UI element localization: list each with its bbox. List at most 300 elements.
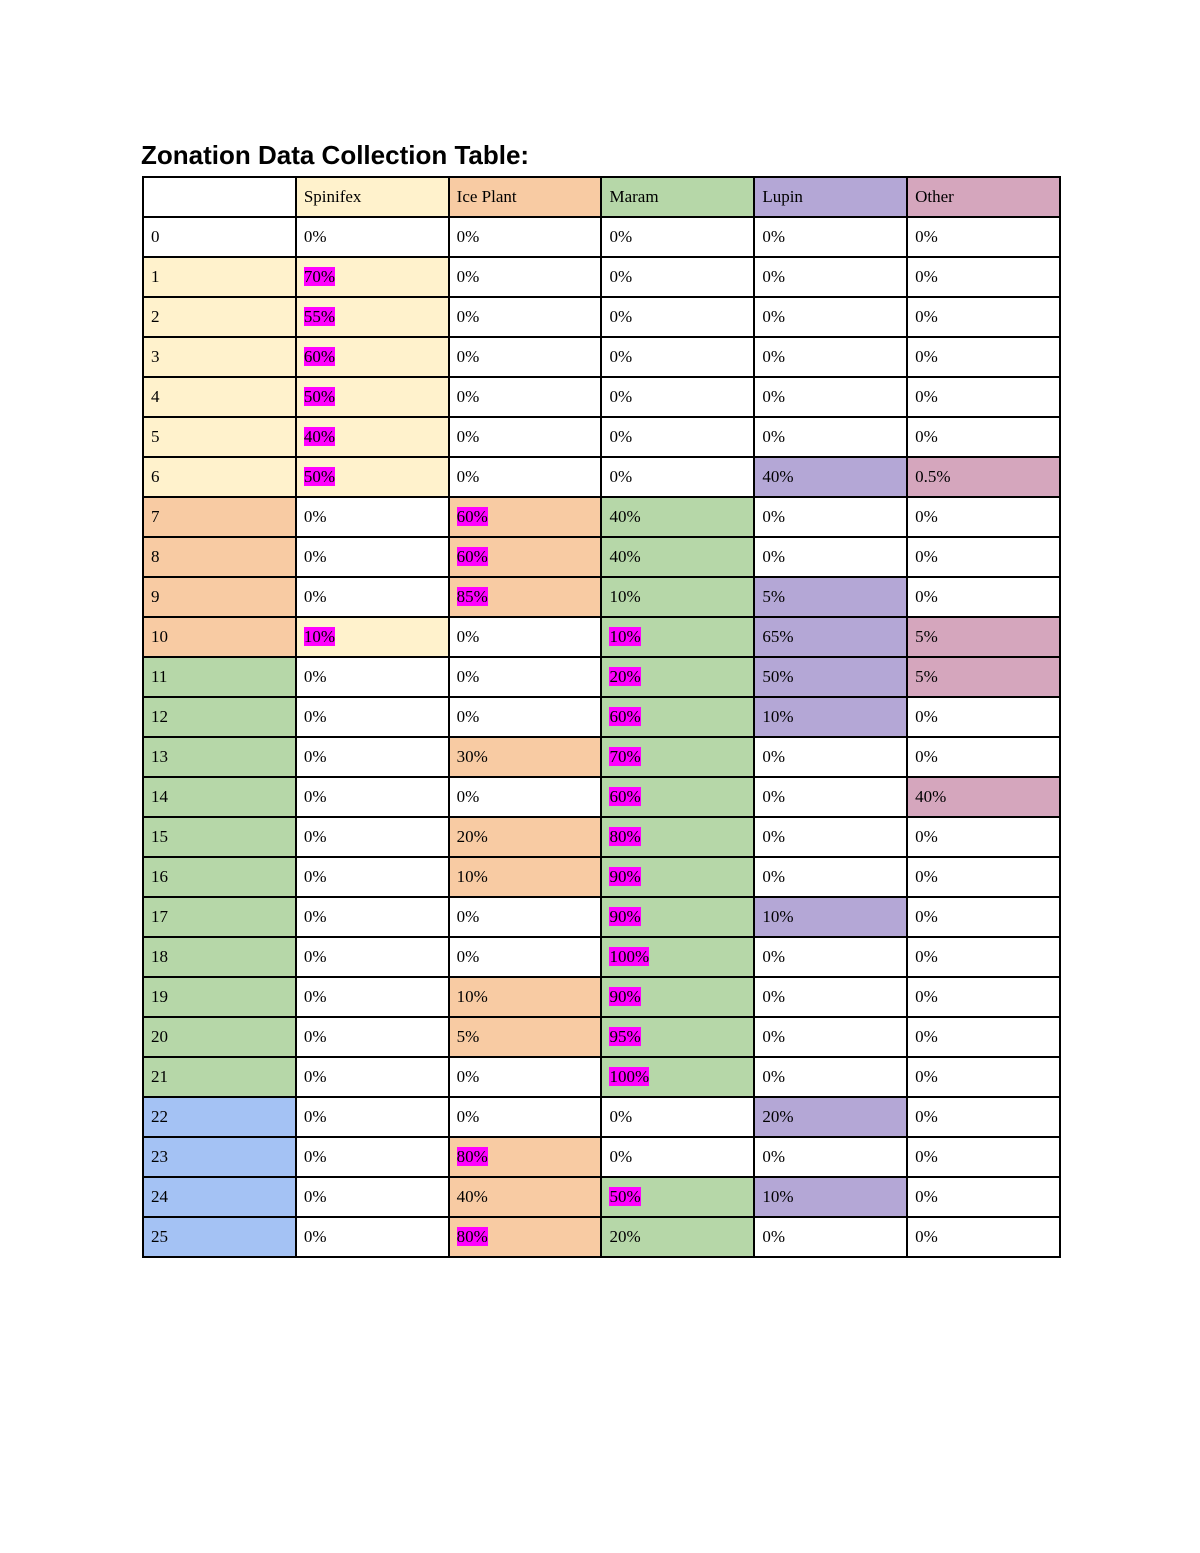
cell-value: 0%	[762, 1067, 785, 1086]
cell-value: 0%	[915, 267, 938, 286]
cell-other	[907, 577, 1060, 617]
cell-value: 0%	[303, 867, 327, 886]
cell-value: 20%	[609, 667, 641, 686]
cell-maram	[601, 417, 754, 457]
cell-value: 0%	[915, 427, 938, 446]
header-cell-zone	[143, 177, 296, 217]
cell-other	[907, 657, 1060, 697]
cell-value: 0%	[915, 387, 938, 406]
cell-value: 0%	[456, 1067, 480, 1086]
cell-lupin	[754, 497, 907, 537]
zone-cell: 8	[143, 537, 296, 577]
cell-value: 40%	[915, 787, 947, 806]
cell-value: 90%	[609, 867, 641, 886]
cell-ice-plant	[449, 697, 602, 737]
cell-value: 0%	[303, 587, 327, 606]
cell-value: 95%	[609, 1027, 641, 1046]
cell-maram	[601, 817, 754, 857]
cell-value: 0%	[762, 507, 785, 526]
cell-ice-plant	[449, 537, 602, 577]
cell-value: 0%	[915, 227, 938, 246]
cell-value: 0%	[762, 347, 785, 366]
cell-value: 0%	[762, 867, 785, 886]
cell-other	[907, 857, 1060, 897]
cell-value: 50%	[303, 387, 335, 406]
cell-value: 5%	[915, 667, 938, 686]
cell-value: 0%	[762, 787, 785, 806]
cell-other	[907, 457, 1060, 497]
table-row	[143, 497, 1060, 537]
cell-spinifex	[296, 977, 449, 1017]
cell-other	[907, 337, 1060, 377]
cell-ice-plant	[449, 737, 602, 777]
cell-value: 55%	[303, 307, 335, 326]
cell-value: 0%	[303, 1107, 327, 1126]
cell-lupin	[754, 777, 907, 817]
cell-value: 0%	[303, 1067, 327, 1086]
cell-lupin	[754, 1057, 907, 1097]
cell-value: 40%	[456, 1187, 488, 1206]
cell-value: 0%	[456, 787, 480, 806]
cell-value: 90%	[609, 987, 641, 1006]
cell-ice-plant	[449, 617, 602, 657]
cell-value: 10%	[303, 627, 335, 646]
cell-value: 10%	[456, 867, 488, 886]
cell-value: 100%	[609, 947, 650, 966]
header-cell-other: Other	[907, 177, 1060, 217]
cell-maram	[601, 777, 754, 817]
cell-value: 10%	[762, 907, 794, 926]
cell-other	[907, 1017, 1060, 1057]
cell-value: 0%	[915, 1147, 938, 1166]
zone-cell: 9	[143, 577, 296, 617]
cell-value: 0%	[609, 387, 633, 406]
cell-value: 85%	[456, 587, 488, 606]
cell-other	[907, 897, 1060, 937]
zone-cell: 20	[143, 1017, 296, 1057]
cell-value: 10%	[609, 587, 641, 606]
cell-ice-plant	[449, 377, 602, 417]
cell-value: 0%	[762, 1147, 785, 1166]
table-row	[143, 577, 1060, 617]
cell-value: 60%	[609, 787, 641, 806]
cell-maram	[601, 257, 754, 297]
table-row	[143, 657, 1060, 697]
cell-value: 0%	[915, 587, 938, 606]
cell-lupin	[754, 657, 907, 697]
cell-spinifex	[296, 457, 449, 497]
cell-spinifex	[296, 937, 449, 977]
cell-other	[907, 617, 1060, 657]
zone-cell: 1	[143, 257, 296, 297]
cell-ice-plant	[449, 1217, 602, 1257]
cell-maram	[601, 1177, 754, 1217]
cell-value: 60%	[609, 707, 641, 726]
zone-cell: 17	[143, 897, 296, 937]
cell-ice-plant	[449, 777, 602, 817]
zone-cell: 15	[143, 817, 296, 857]
table-row	[143, 1177, 1060, 1217]
cell-spinifex	[296, 657, 449, 697]
cell-ice-plant	[449, 497, 602, 537]
cell-lupin	[754, 417, 907, 457]
header-cell-maram: Maram	[601, 177, 754, 217]
cell-value: 0%	[762, 827, 785, 846]
cell-maram	[601, 577, 754, 617]
table-row	[143, 217, 1060, 257]
cell-other	[907, 697, 1060, 737]
table-row	[143, 1137, 1060, 1177]
zone-cell: 3	[143, 337, 296, 377]
page-title: Zonation Data Collection Table:	[141, 140, 530, 170]
cell-value: 5%	[915, 627, 938, 646]
cell-value: 0%	[915, 1067, 938, 1086]
cell-maram	[601, 297, 754, 337]
cell-value: 0%	[609, 347, 633, 366]
cell-value: 0%	[456, 267, 480, 286]
header-cell-ice-plant: Ice Plant	[449, 177, 602, 217]
cell-value: 50%	[762, 667, 794, 686]
cell-spinifex	[296, 1177, 449, 1217]
zone-cell: 10	[143, 617, 296, 657]
zone-cell: 19	[143, 977, 296, 1017]
cell-lupin	[754, 577, 907, 617]
cell-maram	[601, 617, 754, 657]
cell-value: 0%	[609, 467, 633, 486]
cell-value: 0%	[609, 1147, 633, 1166]
cell-ice-plant	[449, 1017, 602, 1057]
cell-value: 0%	[762, 387, 785, 406]
cell-value: 0%	[609, 307, 633, 326]
cell-other	[907, 977, 1060, 1017]
cell-other	[907, 257, 1060, 297]
cell-maram	[601, 457, 754, 497]
cell-value: 0%	[303, 1147, 327, 1166]
table-row	[143, 697, 1060, 737]
cell-value: 0%	[915, 347, 938, 366]
table-row	[143, 737, 1060, 777]
cell-value: 40%	[303, 427, 335, 446]
cell-value: 50%	[609, 1187, 641, 1206]
cell-value: 65%	[762, 627, 794, 646]
cell-value: 10%	[609, 627, 641, 646]
zone-cell: 24	[143, 1177, 296, 1217]
cell-maram	[601, 737, 754, 777]
cell-lupin	[754, 337, 907, 377]
cell-ice-plant	[449, 1057, 602, 1097]
cell-other	[907, 737, 1060, 777]
cell-lupin	[754, 697, 907, 737]
cell-value: 0%	[915, 1227, 938, 1246]
cell-value: 0%	[915, 707, 938, 726]
cell-lupin	[754, 1177, 907, 1217]
table-row	[143, 1097, 1060, 1137]
cell-value: 10%	[762, 707, 794, 726]
zone-cell: 11	[143, 657, 296, 697]
cell-value: 0%	[456, 347, 480, 366]
cell-value: 0%	[762, 547, 785, 566]
cell-lupin	[754, 297, 907, 337]
cell-value: 0%	[456, 947, 480, 966]
cell-value: 0%	[762, 747, 785, 766]
cell-lupin	[754, 377, 907, 417]
cell-lupin	[754, 897, 907, 937]
cell-ice-plant	[449, 817, 602, 857]
table-row	[143, 937, 1060, 977]
cell-value: 0%	[456, 307, 480, 326]
cell-value: 20%	[609, 1227, 641, 1246]
zone-cell: 21	[143, 1057, 296, 1097]
cell-value: 0%	[762, 427, 785, 446]
cell-maram	[601, 697, 754, 737]
cell-ice-plant	[449, 577, 602, 617]
cell-value: 30%	[456, 747, 488, 766]
cell-other	[907, 1137, 1060, 1177]
cell-maram	[601, 857, 754, 897]
cell-spinifex	[296, 217, 449, 257]
cell-ice-plant	[449, 897, 602, 937]
cell-value: 10%	[456, 987, 488, 1006]
cell-value: 0%	[915, 947, 938, 966]
cell-ice-plant	[449, 857, 602, 897]
header-cell-lupin: Lupin	[754, 177, 907, 217]
cell-spinifex	[296, 777, 449, 817]
cell-spinifex	[296, 737, 449, 777]
cell-lupin	[754, 817, 907, 857]
cell-spinifex	[296, 297, 449, 337]
cell-maram	[601, 1057, 754, 1097]
cell-value: 70%	[303, 267, 335, 286]
table-row	[143, 1057, 1060, 1097]
cell-value: 0%	[303, 547, 327, 566]
cell-value: 0%	[762, 947, 785, 966]
zone-cell: 22	[143, 1097, 296, 1137]
cell-value: 0%	[609, 427, 633, 446]
table-row	[143, 1017, 1060, 1057]
cell-value: 10%	[762, 1187, 794, 1206]
cell-spinifex	[296, 577, 449, 617]
cell-maram	[601, 537, 754, 577]
cell-value: 0%	[456, 227, 480, 246]
cell-maram	[601, 1137, 754, 1177]
cell-ice-plant	[449, 337, 602, 377]
zone-cell: 2	[143, 297, 296, 337]
cell-value: 0%	[303, 707, 327, 726]
cell-lupin	[754, 937, 907, 977]
cell-ice-plant	[449, 977, 602, 1017]
cell-spinifex	[296, 337, 449, 377]
cell-value: 0%	[303, 787, 327, 806]
cell-spinifex	[296, 897, 449, 937]
cell-ice-plant	[449, 1137, 602, 1177]
cell-maram	[601, 657, 754, 697]
cell-lupin	[754, 1137, 907, 1177]
cell-other	[907, 297, 1060, 337]
cell-spinifex	[296, 1057, 449, 1097]
cell-value: 0%	[456, 907, 480, 926]
cell-other	[907, 1097, 1060, 1137]
table-row	[143, 897, 1060, 937]
cell-lupin	[754, 1097, 907, 1137]
cell-lupin	[754, 617, 907, 657]
cell-value: 0%	[456, 667, 480, 686]
cell-ice-plant	[449, 217, 602, 257]
cell-ice-plant	[449, 937, 602, 977]
zone-cell: 4	[143, 377, 296, 417]
cell-value: 0%	[915, 747, 938, 766]
cell-value: 5%	[762, 587, 785, 606]
cell-value: 0%	[456, 387, 480, 406]
cell-ice-plant	[449, 457, 602, 497]
cell-value: 0%	[915, 1027, 938, 1046]
cell-value: 70%	[609, 747, 641, 766]
cell-other	[907, 1217, 1060, 1257]
cell-maram	[601, 217, 754, 257]
cell-value: 60%	[456, 547, 488, 566]
cell-spinifex	[296, 697, 449, 737]
zone-cell: 7	[143, 497, 296, 537]
cell-value: 40%	[609, 507, 641, 526]
cell-spinifex	[296, 377, 449, 417]
cell-lupin	[754, 457, 907, 497]
cell-spinifex	[296, 257, 449, 297]
cell-maram	[601, 337, 754, 377]
cell-lupin	[754, 257, 907, 297]
cell-value: 0%	[456, 467, 480, 486]
cell-value: 80%	[609, 827, 641, 846]
cell-other	[907, 537, 1060, 577]
cell-other	[907, 1057, 1060, 1097]
cell-spinifex	[296, 497, 449, 537]
cell-value: 0%	[303, 1187, 327, 1206]
cell-value: 0%	[303, 987, 327, 1006]
cell-value: 20%	[456, 827, 488, 846]
table-row	[143, 857, 1060, 897]
cell-value: 0%	[762, 1227, 785, 1246]
cell-value: 0%	[762, 267, 785, 286]
cell-spinifex	[296, 1217, 449, 1257]
cell-spinifex	[296, 537, 449, 577]
table-row	[143, 377, 1060, 417]
cell-spinifex	[296, 857, 449, 897]
cell-value: 40%	[609, 547, 641, 566]
cell-spinifex	[296, 1017, 449, 1057]
cell-spinifex	[296, 417, 449, 457]
cell-other	[907, 937, 1060, 977]
cell-lupin	[754, 857, 907, 897]
table-row	[143, 337, 1060, 377]
cell-lupin	[754, 1017, 907, 1057]
cell-value: 0%	[303, 227, 327, 246]
cell-value: 0%	[915, 867, 938, 886]
cell-other	[907, 1177, 1060, 1217]
zone-cell: 0	[143, 217, 296, 257]
cell-value: 80%	[456, 1147, 488, 1166]
cell-lupin	[754, 1217, 907, 1257]
cell-value: 0%	[915, 547, 938, 566]
cell-value: 0%	[915, 507, 938, 526]
cell-value: 0%	[915, 987, 938, 1006]
cell-maram	[601, 1017, 754, 1057]
zone-cell: 18	[143, 937, 296, 977]
header-row	[143, 177, 1060, 217]
table-row	[143, 297, 1060, 337]
cell-value: 0%	[303, 1027, 327, 1046]
zone-cell: 16	[143, 857, 296, 897]
cell-value: 100%	[609, 1067, 650, 1086]
cell-maram	[601, 377, 754, 417]
cell-value: 0%	[303, 507, 327, 526]
table-row	[143, 817, 1060, 857]
cell-other	[907, 217, 1060, 257]
cell-value: 0%	[762, 1027, 785, 1046]
cell-value: 60%	[303, 347, 335, 366]
cell-spinifex	[296, 817, 449, 857]
cell-other	[907, 777, 1060, 817]
cell-maram	[601, 1217, 754, 1257]
cell-value: 50%	[303, 467, 335, 486]
cell-lupin	[754, 217, 907, 257]
cell-value: 0%	[762, 987, 785, 1006]
table-row	[143, 257, 1060, 297]
cell-value: 0%	[609, 1107, 633, 1126]
cell-value: 0%	[303, 1227, 327, 1246]
cell-other	[907, 817, 1060, 857]
cell-maram	[601, 497, 754, 537]
cell-spinifex	[296, 1137, 449, 1177]
cell-value: 0%	[303, 947, 327, 966]
zone-cell: 12	[143, 697, 296, 737]
cell-value: 0%	[303, 747, 327, 766]
cell-lupin	[754, 737, 907, 777]
cell-value: 0%	[303, 907, 327, 926]
header-cell-spinifex: Spinifex	[296, 177, 449, 217]
cell-value: 80%	[456, 1227, 488, 1246]
cell-value: 0%	[303, 667, 327, 686]
cell-value: 0.5%	[915, 467, 951, 486]
cell-value: 40%	[762, 467, 794, 486]
cell-other	[907, 377, 1060, 417]
cell-ice-plant	[449, 257, 602, 297]
cell-maram	[601, 1097, 754, 1137]
zone-cell: 14	[143, 777, 296, 817]
zone-cell: 25	[143, 1217, 296, 1257]
cell-ice-plant	[449, 1177, 602, 1217]
cell-value: 0%	[609, 227, 633, 246]
zone-cell: 13	[143, 737, 296, 777]
zone-cell: 5	[143, 417, 296, 457]
cell-value: 0%	[915, 1107, 938, 1126]
table-row	[143, 977, 1060, 1017]
cell-ice-plant	[449, 297, 602, 337]
cell-value: 20%	[762, 1107, 794, 1126]
cell-value: 0%	[456, 1107, 480, 1126]
cell-value: 5%	[456, 1027, 480, 1046]
cell-other	[907, 497, 1060, 537]
table-row	[143, 1217, 1060, 1257]
cell-maram	[601, 937, 754, 977]
cell-value: 0%	[915, 827, 938, 846]
cell-spinifex	[296, 1097, 449, 1137]
cell-other	[907, 417, 1060, 457]
cell-maram	[601, 977, 754, 1017]
cell-value: 0%	[762, 227, 785, 246]
cell-spinifex	[296, 617, 449, 657]
cell-lupin	[754, 977, 907, 1017]
cell-value: 0%	[456, 707, 480, 726]
cell-value: 0%	[915, 307, 938, 326]
zone-cell: 23	[143, 1137, 296, 1177]
